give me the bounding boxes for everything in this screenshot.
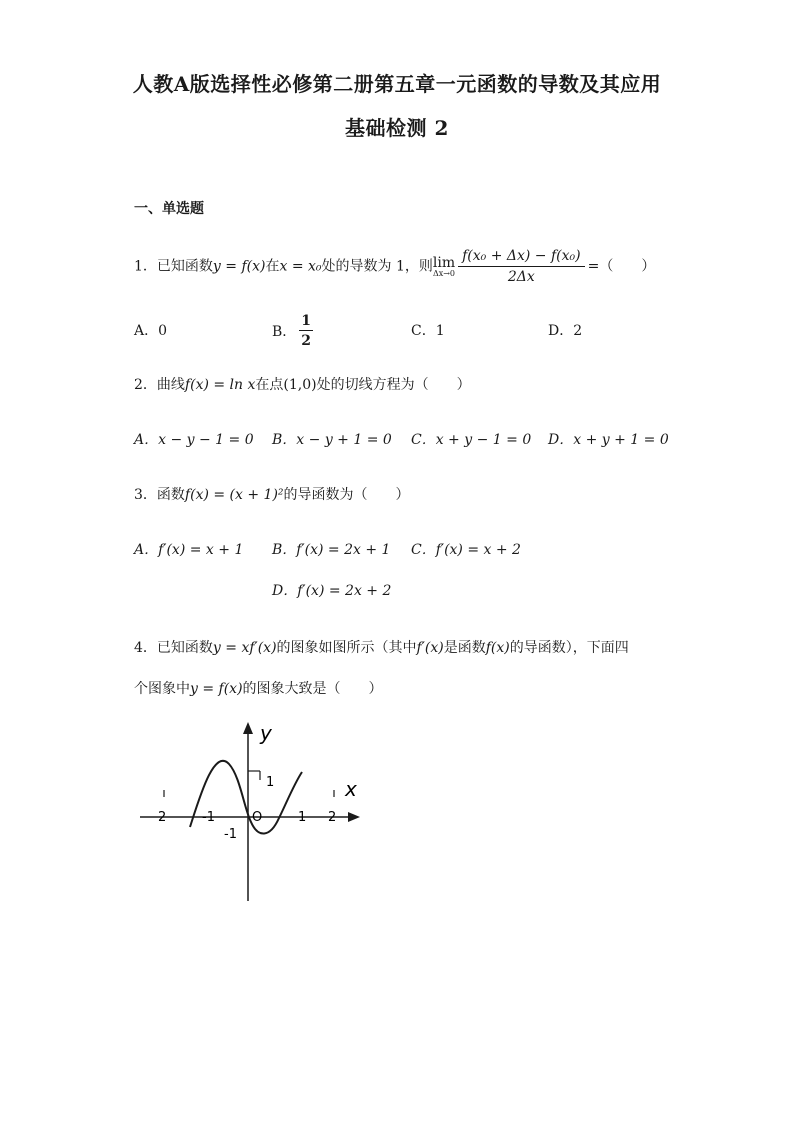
- q3-stem-a: 3．函数: [134, 487, 185, 503]
- q1-option-b[interactable]: [272, 313, 316, 349]
- q1-option-b-label: B．: [272, 324, 297, 340]
- q1-stem-b: 在: [265, 258, 280, 275]
- q2-stem-c: 处的切线方程为（ ）: [316, 377, 471, 393]
- q4-line1-c: 是函数: [443, 640, 486, 656]
- q3-option-d[interactable]: D．f′(x) = 2x + 2: [272, 583, 392, 599]
- q4-line1-d: 的导函数），下面四: [509, 640, 629, 656]
- q3-stem-b: 的导函数为（ ）: [283, 487, 410, 503]
- q4-function: y = xf′(x): [212, 640, 277, 656]
- tick-label-1-x: 1: [298, 810, 307, 825]
- q2-point: (1,0): [283, 377, 317, 393]
- function-graph: [134, 718, 374, 908]
- q4-line1-b: 的图象如图所示（其中: [276, 640, 417, 656]
- q3-option-c[interactable]: C．f′(x) = x + 2: [411, 542, 521, 558]
- tick-label-1-y: 1: [266, 775, 275, 790]
- question-4-line-2: [134, 678, 383, 698]
- q1-option-c[interactable]: C．1: [411, 323, 445, 339]
- q1-option-b-den: 2: [301, 333, 312, 349]
- q1-option-d[interactable]: D．2: [548, 323, 583, 339]
- q3-option-a[interactable]: A．f′(x) = x + 1: [134, 542, 244, 558]
- q4-line2-b: 的图象大致是（ ）: [242, 681, 383, 697]
- q1-option-b-num: 1: [301, 313, 312, 329]
- q2-stem-a: 2．曲线: [134, 377, 185, 393]
- q1-point: x = x₀: [279, 258, 322, 275]
- q1-stem-c: 处的导数为 1，则: [321, 258, 433, 275]
- q1-limit: [433, 256, 455, 278]
- q3-function: f(x) = (x + 1)²: [184, 487, 284, 503]
- doc-subtitle: 基础检测 2: [345, 116, 449, 140]
- q1-stem-a: 1．已知函数: [134, 258, 213, 275]
- q4-f: f(x): [485, 640, 510, 656]
- tick-label-neg1-y: -1: [224, 827, 237, 842]
- q2-option-a[interactable]: A．x − y − 1 = 0: [134, 432, 254, 448]
- tick-label-2-x: 2: [328, 810, 337, 825]
- section-heading: 一、单选题: [134, 201, 204, 217]
- y-axis-arrow: [243, 722, 253, 734]
- q4-derivative: f′(x): [416, 640, 444, 656]
- doc-title: 人教A版选择性必修第二册第五章一元函数的导数及其应用: [132, 72, 662, 96]
- x-axis-arrow: [348, 812, 360, 822]
- tick-label-neg1-x: -1: [202, 810, 215, 825]
- q1-option-a[interactable]: A．0: [134, 323, 168, 339]
- q1-fraction: [458, 248, 585, 285]
- q1-limit-word: lim: [432, 254, 456, 271]
- question-2: [134, 374, 471, 394]
- q1-numerator: f(x₀ + Δx) − f(x₀): [458, 248, 585, 267]
- q1-stem-d: =（ ）: [587, 258, 656, 275]
- q2-stem-b: 在点: [255, 377, 284, 393]
- q3-option-b[interactable]: B．f′(x) = 2x + 1: [272, 542, 391, 558]
- question-3: [134, 484, 410, 504]
- q4-line2-a: 个图象中: [134, 681, 190, 697]
- x-axis-label: x: [345, 777, 357, 801]
- y-axis-label: y: [260, 721, 272, 745]
- q2-option-c[interactable]: C．x + y − 1 = 0: [411, 432, 532, 448]
- question-4-line-1: [134, 637, 629, 657]
- q1-function: y = f(x): [212, 258, 266, 275]
- tick-label-origin: O: [252, 810, 263, 825]
- q2-option-b[interactable]: B．x − y + 1 = 0: [272, 432, 392, 448]
- q2-option-d[interactable]: D．x + y + 1 = 0: [548, 432, 669, 448]
- tick-label-neg2: 2: [158, 810, 167, 825]
- q4-line1-a: 4．已知函数: [134, 640, 213, 656]
- q1-limit-sub: Δx→0: [432, 268, 456, 278]
- q4-fx: y = f(x): [190, 681, 243, 697]
- q2-function: f(x) = ln x: [184, 377, 256, 393]
- q1-denominator: 2Δx: [507, 269, 535, 285]
- q1-option-b-fraction: [299, 313, 313, 349]
- question-1: [134, 248, 655, 285]
